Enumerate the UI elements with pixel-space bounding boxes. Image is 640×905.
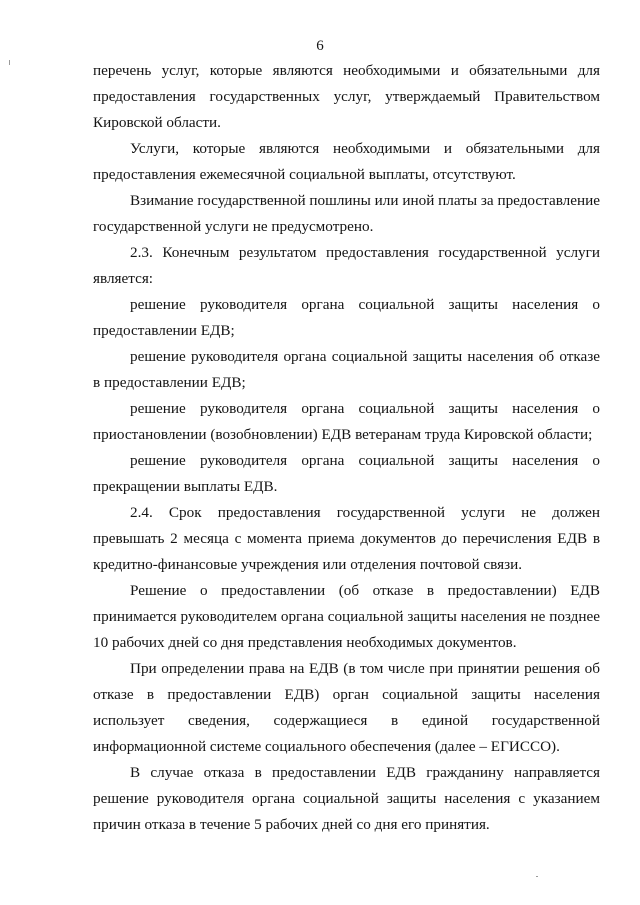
page-number: 6 <box>316 38 324 54</box>
paragraph-11: При определении права на ЕДВ (в том числе при принятии решения об отказе в предоставлении ЕДВ) орган социальной защиты населения использует сведения, содержащиеся в единой государственной информационной системе социального обеспечения (далее – ЕГИССО). <box>93 660 600 755</box>
scan-mark <box>9 60 10 65</box>
paragraph-6: решение руководителя органа социальной защиты населения об отказе в предоставлении ЕДВ; <box>93 348 600 391</box>
paragraph-2: Услуги, которые являются необходимыми и обязательными для предоставления ежемесячной социальной выплаты, отсутствуют. <box>93 140 600 183</box>
paragraph-1: перечень услуг, которые являются необходимыми и обязательными для предоставления государственных услуг, утверждаемый Правительством Кировской области. <box>93 62 600 131</box>
paragraph-4: 2.3. Конечным результатом предоставления государственной услуги является: <box>93 244 600 287</box>
paragraph-7: решение руководителя органа социальной защиты населения о приостановлении (возобновлении) ЕДВ ветеранам труда Кировской области; <box>93 400 600 443</box>
paragraph-8: решение руководителя органа социальной защиты населения о прекращении выплаты ЕДВ. <box>93 452 600 495</box>
paragraph-12: В случае отказа в предоставлении ЕДВ гражданину направляется решение руководителя органа социальной защиты населения с указанием причин отказа в течение 5 рабочих дней со дня его принятия. <box>93 764 600 833</box>
scan-mark <box>536 876 538 877</box>
paragraph-3: Взимание государственной пошлины или иной платы за предоставление государственной услуги не предусмотрено. <box>93 192 600 235</box>
paragraph-5: решение руководителя органа социальной защиты населения о предоставлении ЕДВ; <box>93 296 600 339</box>
document-body <box>93 58 600 838</box>
paragraph-10: Решение о предоставлении (об отказе в предоставлении) ЕДВ принимается руководителем органа социальной защиты населения не позднее 10 рабочих дней со дня представления необходимых документов. <box>93 582 600 651</box>
paragraph-9: 2.4. Срок предоставления государственной услуги не должен превышать 2 месяца с момента приема документов до перечисления ЕДВ в кредитно-финансовые учреждения или отделения почтовой связи. <box>93 504 600 573</box>
